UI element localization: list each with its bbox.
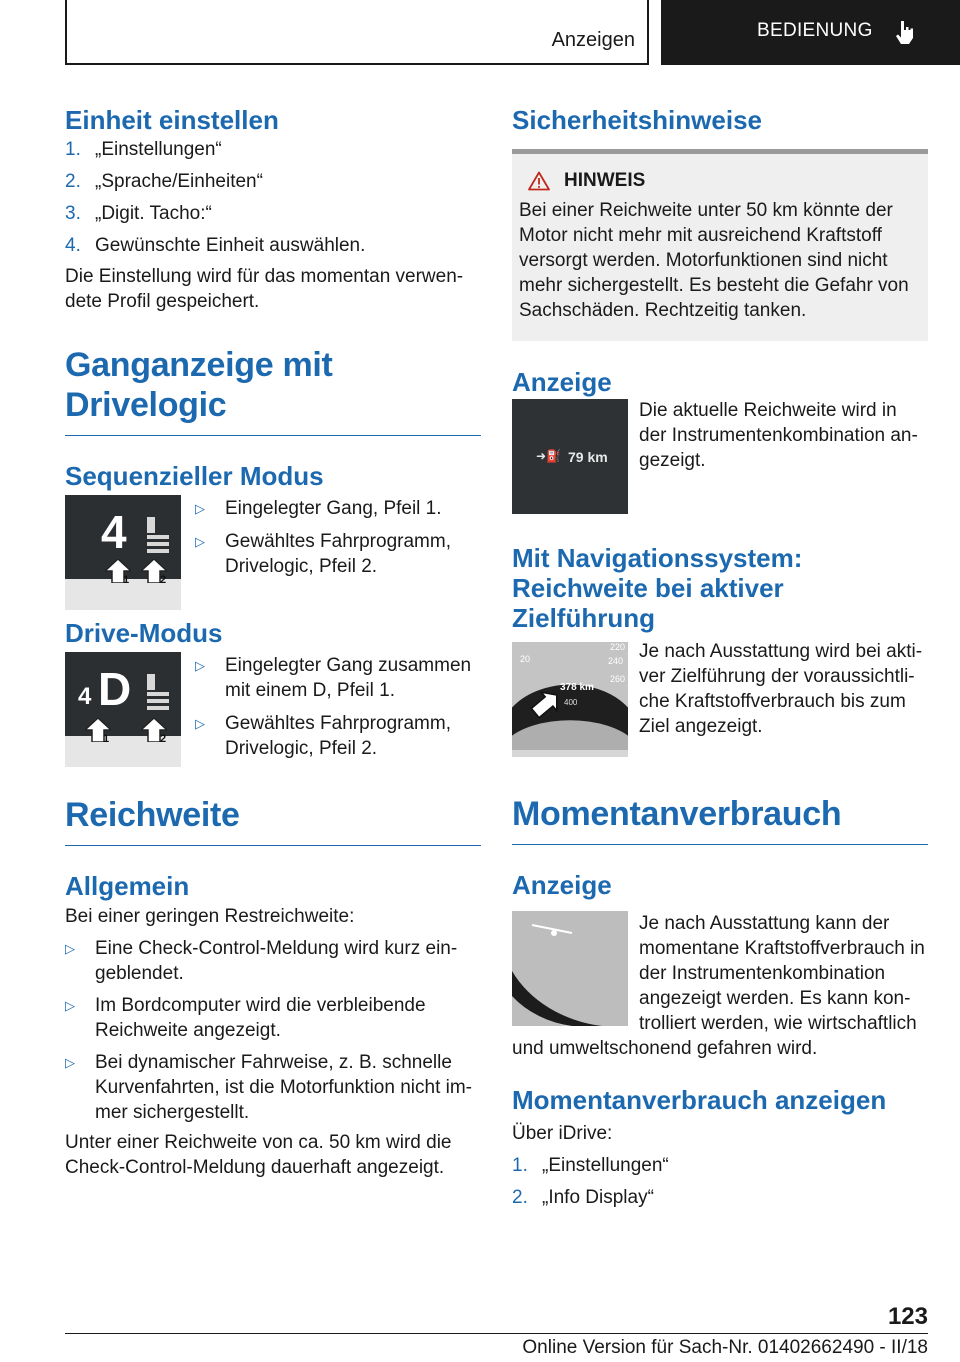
einheit-steps	[65, 137, 481, 258]
sequenziell-title: Sequenzieller Modus	[65, 461, 324, 491]
momentan-anzeige-text: Je nach Ausstattung kann der momentane Kraftstoffverbrauch in der Instrumentenkombination angezeigt werden. Es kann kon‑ trolliert werden, wie wirtschaftlich und umweltschonend gefahren wird.	[512, 913, 925, 1059]
reichweite-outro: Unter einer Reichweite von ca. 50 km wird die Check-Control-Meldung dauerhaft angezeigt.	[65, 1132, 452, 1178]
gauge-tick-label: 240	[608, 656, 624, 666]
navi-gauge-image	[512, 642, 628, 757]
navi-title: Mit Navigationssystem: Reichweite bei aktiver Zielführung	[512, 543, 803, 633]
step-text: „Info Display“	[542, 1187, 654, 1208]
list-item	[65, 169, 481, 194]
header-section-box	[65, 0, 649, 65]
gear-display-sequential-image	[65, 495, 181, 610]
arrow-1-label: 1	[123, 574, 130, 586]
left-column	[65, 100, 481, 1180]
bullet-triangle-icon: ▷	[65, 998, 75, 1013]
list-item	[65, 993, 481, 1043]
range-fuel-icon: ➜⛽	[536, 449, 561, 463]
drive-list	[195, 653, 481, 767]
einheit-note: Die Einstellung wird für das momentan verwen‑ dete Profil gespeichert.	[65, 266, 464, 312]
reichweite-list	[65, 936, 481, 1125]
list-item	[65, 233, 481, 258]
drive-mode-letter: D	[98, 663, 132, 715]
gauge-sub-value: 400	[564, 698, 578, 707]
hand-pointer-icon	[893, 19, 917, 45]
step-text: „Digit. Tacho:“	[95, 203, 212, 224]
bullet-triangle-icon: ▷	[195, 501, 205, 516]
bullet-triangle-icon: ▷	[65, 941, 75, 956]
reichweite-intro: Bei einer geringen Restreichweite:	[65, 906, 355, 927]
step-number: 1.	[65, 139, 81, 160]
momentan-anzeige-block	[512, 911, 928, 1061]
sequenziell-list	[195, 496, 481, 610]
warning-note-box	[512, 149, 928, 341]
arrow-1-label: 1	[103, 733, 110, 745]
gauge-value: 378 km	[560, 682, 594, 693]
list-item	[195, 496, 481, 521]
gear-number: 4	[101, 506, 127, 558]
gauge-tick-label: 220	[610, 642, 626, 652]
range-value: 79 km	[568, 449, 608, 465]
anzeige-title: Anzeige	[512, 367, 612, 397]
arrow-2-label: 2	[160, 733, 167, 745]
anzeige-row	[512, 399, 928, 514]
consumption-gauge	[512, 911, 628, 1026]
reichweite-title: Reichweite	[65, 795, 481, 846]
anzeige-text: Die aktuelle Reichweite wird in der Instrumentenkombination an‑ gezeigt.	[639, 400, 918, 471]
drive-row	[65, 652, 481, 767]
step-number: 2.	[65, 171, 81, 192]
sicherheit-title: Sicherheitshinweise	[512, 105, 762, 135]
momentan-via: Über iDrive:	[512, 1123, 613, 1144]
ganganzeige-title: Ganganzeige mit Drivelogic	[65, 345, 481, 436]
bullet-triangle-icon: ▷	[195, 716, 205, 731]
note-text: Bei einer Reichweite unter 50 km könnte der Motor nicht mehr mit ausreichend Kraftstoff versorgt werden. Motorfunktionen sind nicht mehr sichergestellt. Es besteht die Gefahr von Sachschäden. Rechtzeitig tanken.	[519, 200, 909, 321]
header-chapter-label: BEDIENUNG	[757, 19, 873, 41]
drivelogic-icon	[145, 674, 171, 712]
allgemein-title: Allgemein	[65, 871, 190, 901]
list-item	[512, 1153, 928, 1178]
momentan-show-title: Momentanverbrauch anzeigen	[512, 1085, 887, 1115]
note-header	[519, 170, 921, 192]
list-item	[512, 1185, 928, 1210]
page-number: 123	[887, 1303, 928, 1330]
arrow-2-label: 2	[160, 574, 167, 586]
list-item-text: Im Bordcomputer wird die verbleibende Reichweite angezeigt.	[95, 995, 426, 1041]
list-item-text: Gewähltes Fahrprogramm, Drivelogic, Pfeil 2.	[225, 713, 451, 759]
bullet-triangle-icon: ▷	[195, 534, 205, 549]
drive-title: Drive-Modus	[65, 618, 223, 648]
navi-text: Je nach Ausstattung wird bei akti‑ ver Zielführung der voraussichtli‑ che Kraftstoffverbrauch bis zum Ziel angezeigt.	[639, 641, 923, 737]
momentan-title: Momentanverbrauch	[512, 794, 928, 845]
list-item	[195, 529, 481, 579]
navi-row	[512, 642, 928, 757]
momentan-steps	[512, 1153, 928, 1210]
gauge-tick-label: 260	[610, 674, 626, 684]
step-number: 3.	[65, 203, 81, 224]
step-text: „Sprache/Einheiten“	[95, 171, 263, 192]
list-item-text: Bei dynamischer Fahrweise, z. B. schnelle Kurvenfahrten, ist die Motorfunktion nicht im‑ mer sichergestellt.	[95, 1052, 473, 1123]
footer-divider	[65, 1333, 928, 1334]
note-label: HINWEIS	[564, 170, 646, 191]
list-item-text: Eingelegter Gang zusammen mit einem D, Pfeil 1.	[225, 655, 472, 701]
list-item	[195, 711, 481, 761]
bullet-triangle-icon: ▷	[65, 1055, 75, 1070]
step-number: 2.	[512, 1187, 528, 1208]
list-item	[65, 1050, 481, 1125]
footer-text: Online Version für Sach-Nr. 01402662490 - II/18	[522, 1337, 928, 1358]
warning-triangle-icon	[528, 171, 550, 191]
header-chapter-tab[interactable]	[661, 0, 960, 65]
list-item-text: Gewähltes Fahrprogramm, Drivelogic, Pfeil 2.	[225, 531, 451, 577]
step-text: „Einstellungen“	[95, 139, 222, 160]
momentan-anzeige-title: Anzeige	[512, 870, 612, 900]
step-number: 1.	[512, 1155, 528, 1176]
list-item	[65, 137, 481, 162]
header-section-title: Anzeigen	[551, 29, 635, 51]
right-column	[512, 100, 928, 1210]
einheit-title: Einheit einstellen	[65, 105, 279, 135]
list-item-text: Eingelegter Gang, Pfeil 1.	[225, 498, 442, 519]
gear-number: 4	[78, 683, 92, 710]
step-text: „Einstellungen“	[542, 1155, 669, 1176]
gear-display-drive-image	[65, 652, 181, 767]
drivelogic-icon	[145, 517, 171, 555]
list-item	[65, 936, 481, 986]
range-display-image	[512, 399, 628, 514]
sequenziell-row	[65, 495, 481, 610]
list-item	[65, 201, 481, 226]
list-item-text: Eine Check-Control-Meldung wird kurz ein‑ geblendet.	[95, 938, 458, 984]
gauge-tick-label: 20	[520, 654, 531, 664]
list-item	[195, 653, 481, 703]
step-text: Gewünschte Einheit auswählen.	[95, 235, 366, 256]
bullet-triangle-icon: ▷	[195, 658, 205, 673]
step-number: 4.	[65, 235, 81, 256]
consumption-gauge-image	[512, 911, 628, 1026]
